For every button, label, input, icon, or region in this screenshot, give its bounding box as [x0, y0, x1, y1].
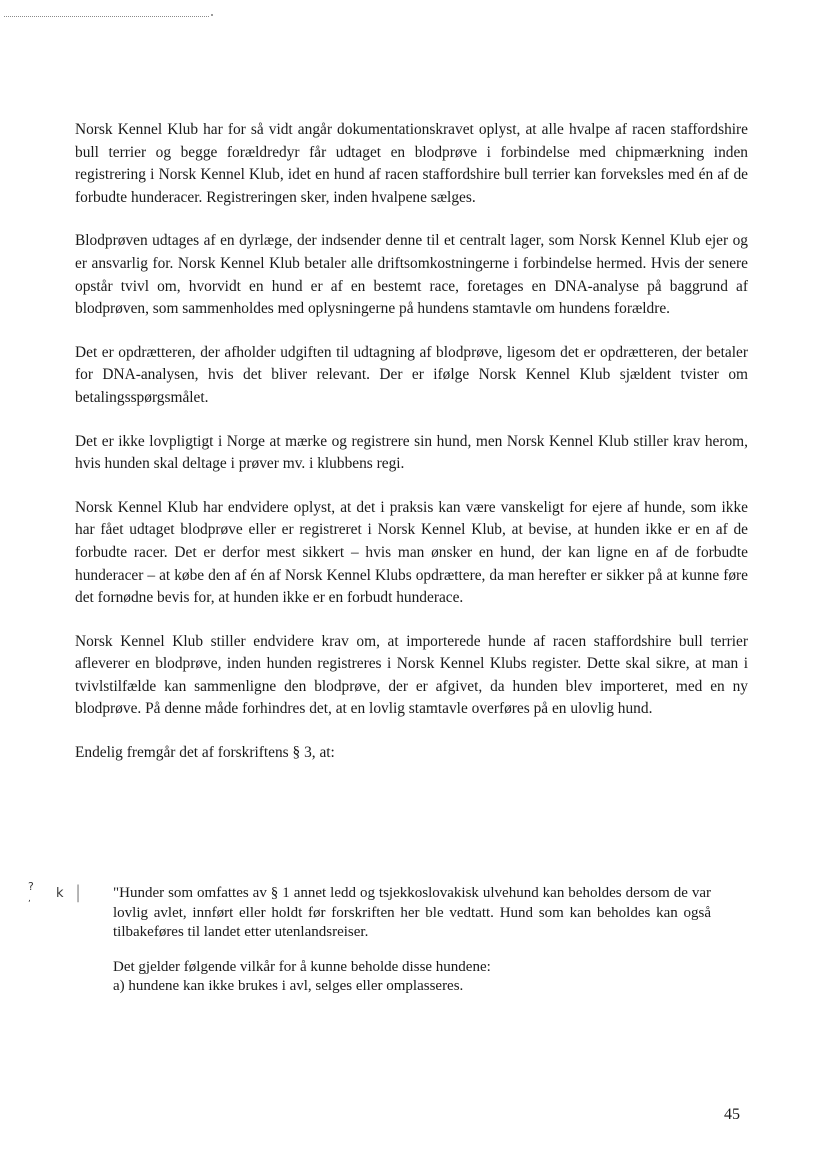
paragraph-import: Norsk Kennel Klub stiller endvidere krav om, at importerede hunde af racen staffordshire bull terrier afleverer en blodprøve, inden hunden registreres i Norsk Kennel Klubs register. Dette skal sikre, at man i tvivlstilfælde kan sammenligne den blodprøve, der er afgivet, da hunden blev importeret, med en ny blodprøve. På denne måde forhindres det, at en lovlig stamtavle overføres på en ulovlig hund. [75, 632, 748, 718]
paragraph-blodproeve: Blodprøven udtages af en dyrlæge, der indsender denne til et centralt lager, som Norsk Kennel Klub ejer og er ansvarlig for. Norsk Kennel Klub betaler alle driftsomkostningerne i forbindelse hermed. Hvis der senere opstår tvivl om, hvorvidt en hund er af en bestemt race, foretages en DNA-analyse på baggrund af blodprøven, som sammenholdes med oplysningerne på hundens stamtavle om hundens forældre. [75, 232, 748, 318]
document-body [75, 119, 748, 786]
quote-paragraph-3: a) hundene kan ikke brukes i avl, selges eller omplasseres. [113, 978, 464, 994]
quote-paragraph-1: "Hunder som omfattes av § 1 annet ledd og tsjekkoslovakisk ulvehund kan beholdes dersom de var lovlig avlet, innført eller holdt før forskriften her ble vedtatt. Hund som kan beholdes kan også tilbakeføres til landet etter utenlandsreiser. [113, 885, 711, 940]
scan-header-dotted-line [4, 16, 209, 17]
margin-mark-bracket: | [76, 882, 80, 903]
quote-forskrift-3 [113, 884, 711, 1012]
paragraph-dokumentationskrav: Norsk Kennel Klub har for så vidt angår dokumentationskravet oplyst, at alle hvalpe af racen staffordshire bull terrier og begge forældredyr får udtaget en blodprøve i forbindelse med chipmærkning inden registrering i Norsk Kennel Klub, idet en hund af racen staffordshire bull terrier kan forveksles med én af de forbudte hunderacer. Registreringen sker, inden hvalpene sælges. [75, 121, 748, 206]
scan-speck [211, 14, 213, 16]
quote-paragraph-2: Det gjelder følgende vilkår for å kunne beholde disse hundene: [113, 958, 491, 975]
paragraph-udgifter: Det er opdrætteren, der afholder udgiften til udtagning af blodprøve, ligesom det er opdrætteren, der betaler for DNA-analysen, hvis det bliver relevant. Der er ifølge Norsk Kennel Klub sjældent tvister om betalingsspørgsmålet. [75, 343, 748, 406]
paragraph-lovpligt: Det er ikke lovpligtigt i Norge at mærke og registrere sin hund, men Norsk Kennel Klub stiller krav herom, hvis hunden skal deltage i prøver mv. i klubbens regi. [75, 432, 748, 473]
margin-mark-comma: , [28, 894, 31, 904]
handwritten-margin-note [28, 880, 108, 920]
paragraph-bevis: Norsk Kennel Klub har endvidere oplyst, at det i praksis kan være vanskeligt for ejere af hunde, som ikke har fået udtaget blodprøve eller er registreret i Norsk Kennel Klub, at bevise, at hunden ikke er en af de forbudte racer. Det er derfor mest sikkert – hvis man ønsker en hund, der kan ligne en af de forbudte hunderacer – at købe den af én af Norsk Kennel Klubs opdrættere, da man herefter er sikker på at kunne føre det fornødne bevis for, at hunden ikke er en forbudt hunderace. [75, 498, 748, 607]
margin-mark-question: ? [28, 880, 34, 893]
paragraph-forskrift-intro: Endelig fremgår det af forskriftens § 3, at: [75, 744, 335, 762]
margin-mark-k: k [56, 886, 64, 901]
page-number: 45 [724, 1106, 740, 1123]
